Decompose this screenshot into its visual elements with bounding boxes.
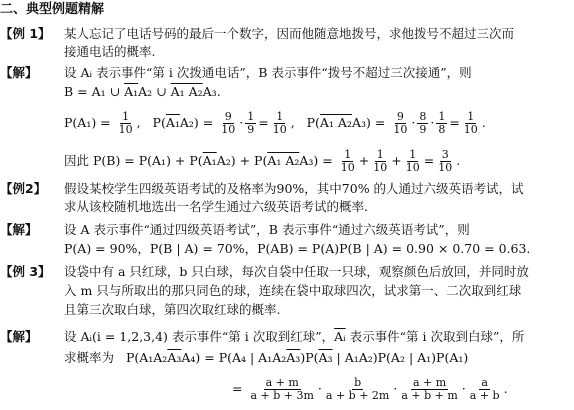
- fraction: $\frac{9}{10}$: [393, 110, 408, 136]
- example-3-line-2: 入 m 只与所取出的那只同色的球，连续在袋中取球四次，试求第一、二次取到红球: [64, 283, 522, 298]
- solution-3-tag: 【解】: [0, 329, 38, 344]
- example-1-tag: 【例 1】: [0, 26, 51, 41]
- solution-1-probabilities: P(A₁) = $\frac{1}{10}$ , P(A₁A₂) = $\frac{9}{10}$ · $\frac{1}{9}$ = $\frac{1}{10}$ , P(A₁ A₂A₃) = $\frac{9}{10}$ · $\frac{8}{9}$ · $\frac{1}{8}$ = $\frac{1}{10}$ .: [64, 110, 486, 136]
- example-2-line-1: 假设某校学生四级英语考试的及格率为90%，其中70% 的人通过六级英语考试，试: [64, 181, 524, 196]
- example-1-line-1: 某人忘记了电话号码的最后一个数字，因而他随意地拨号，求他拨号不超过三次而: [64, 26, 515, 41]
- solution-2-line-2: P(A) = 90%，P(B | A) = 70%，P(AB) = P(A)P(B | A) = 0.90 × 0.70 = 0.63.: [64, 241, 531, 256]
- solution-1-conclusion: 因此 P(B) = P(A₁) + P(A₁A₂) + P(A₁ A₂A₃) = $\frac{1}{10}$ + $\frac{1}{10}$ + $\frac{1}{10}$ = $\frac{3}{10}$ .: [64, 148, 461, 174]
- fraction: $\frac{1}{8}$: [438, 110, 446, 136]
- fraction: $\frac{1}{10}$: [340, 148, 355, 174]
- solution-2-line-1: 设 A 表示事件“通过四级英语考试”，B 表示事件“通过六级英语考试”，则: [64, 222, 470, 237]
- fraction: $\frac{1}{9}$: [247, 110, 255, 136]
- fraction: $\frac{8}{9}$: [419, 110, 427, 136]
- example-3-tag: 【例 3】: [0, 264, 51, 279]
- fraction: $\frac{1}{10}$: [463, 110, 478, 136]
- solution-2-tag: 【解】: [0, 222, 38, 237]
- example-1-line-2: 接通电话的概率.: [64, 44, 156, 59]
- fraction: $\frac{9}{10}$: [221, 110, 236, 136]
- fraction: $\frac{a}{a + b}$: [469, 376, 500, 402]
- fraction: $\frac{1}{10}$: [272, 110, 287, 136]
- fraction: $\frac{a + m}{a + b + 3m}$: [250, 376, 314, 402]
- example-3-line-3: 且第三次取白球，第四次取红球的概率.: [64, 302, 281, 317]
- fraction: $\frac{1}{10}$: [405, 148, 420, 174]
- solution-1-line-1: 设 Aᵢ 表示事件“第 i 次拨通电话”，B 表示事件“拨号不超过三次接通”，则: [64, 65, 472, 80]
- solution-1-tag: 【解】: [0, 65, 38, 80]
- section-title: 二、典型例题精解: [0, 2, 105, 17]
- example-3-line-1: 设袋中有 a 只红球，b 只白球，每次自袋中任取一只球，观察颜色后放回，并同时放: [64, 264, 529, 279]
- solution-3-line-2: 求概率为 P(A₁A₂A₃A₄) = P(A₄ | A₁A₂A₃)P(A₃ | A₁A₂)P(A₂ | A₁)P(A₁): [64, 350, 469, 365]
- fraction: $\frac{3}{10}$: [438, 148, 453, 174]
- solution-3-line-1: 设 Aᵢ(i = 1,2,3,4) 表示事件“第 i 次取到红球”，$\overline{Aᵢ}$ 表示事件“第 i 次取到白球”，所: [64, 329, 525, 344]
- example-2-line-2: 求从该校随机地选出一名学生通过六级英语考试的概率.: [64, 199, 368, 214]
- fraction: $\frac{a + m}{a + b + m}$: [401, 376, 458, 402]
- fraction: $\frac{1}{10}$: [118, 110, 133, 136]
- solution-1-event-b: B = A₁ ∪ A₁A₂ ∪ A₁ A₂A₃.: [64, 84, 221, 99]
- fraction: $\frac{b}{a + b + 2m}$: [325, 376, 390, 402]
- fraction: $\frac{1}{10}$: [373, 148, 388, 174]
- solution-3-result: = $\frac{a + m}{a + b + 3m}$ · $\frac{b}{a + b + 2m}$ · $\frac{a + m}{a + b + m}$ · $\frac{a}{a + b}$ .: [232, 376, 508, 402]
- example-2-tag: 【例2】: [0, 181, 47, 196]
